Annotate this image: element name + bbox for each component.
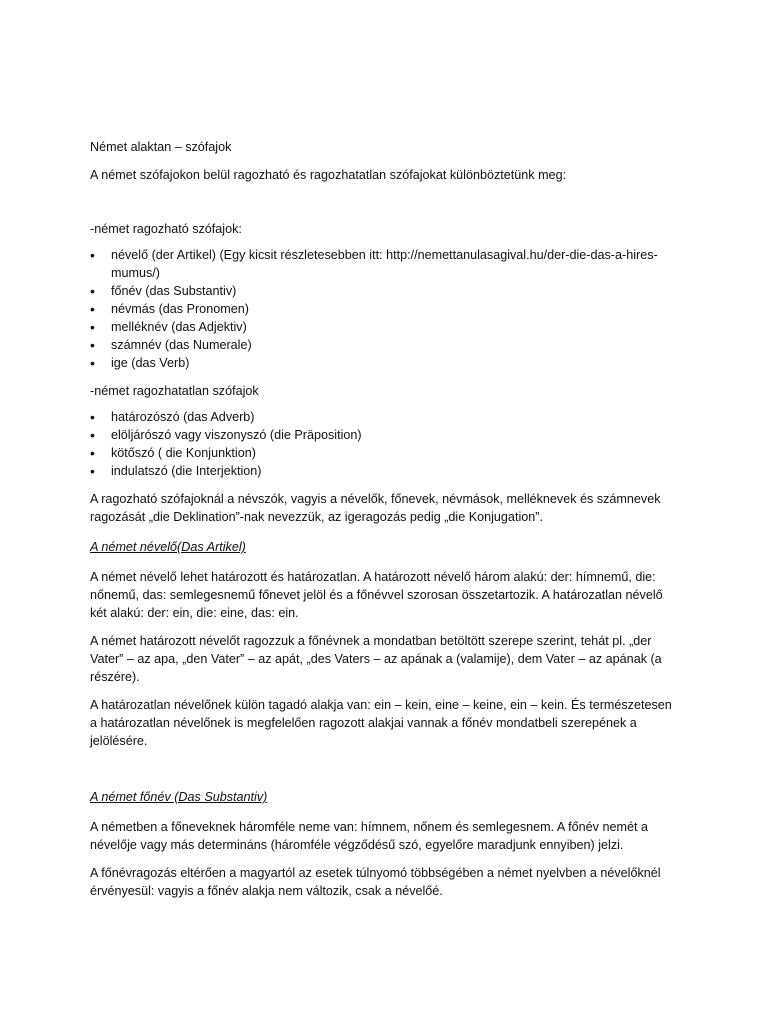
list-item-text: névelő (der Artikel) (Egy kicsit részletesebben itt: http://nemettanulasagival.hu/der-die-das-a-hires-mumus/) (111, 248, 658, 280)
list-item (90, 426, 680, 444)
list-item (90, 336, 680, 354)
list-item (90, 318, 680, 336)
list-item-text: számnév (das Numerale) (111, 338, 252, 352)
list-item (90, 246, 680, 282)
intro-paragraph: A német szófajokon belül ragozható és ragozhatatlan szófajokat különböztetünk meg: (90, 168, 567, 182)
article-section-heading: A német névelő(Das Artikel) (90, 540, 246, 554)
article-paragraph-2: A német határozott névelőt ragozzuk a főnévnek a mondatban betöltött szerepe szerint, tehát pl. „der Vater” – az apa, „den Vater” – az apát, „des Vaters – az apának a (valamije), dem Vater – az apának (a részére). (90, 634, 662, 684)
list-item (90, 282, 680, 300)
list-item (90, 408, 680, 426)
list-item-text: névmás (das Pronomen) (111, 302, 249, 316)
list-item (90, 462, 680, 480)
list-item-text: indulatszó (die Interjektion) (111, 464, 262, 478)
uninflectable-list (90, 408, 680, 480)
list-item-text: ige (das Verb) (111, 356, 190, 370)
list-item (90, 444, 680, 462)
list-item-text: főnév (das Substantiv) (111, 284, 237, 298)
noun-section-heading: A német főnév (Das Substantiv) (90, 790, 268, 804)
list-item (90, 300, 680, 318)
uninflectable-heading: -német ragozhatatlan szófajok (90, 384, 259, 398)
list-item-text: elöljárószó vagy viszonyszó (die Präposition) (111, 428, 362, 442)
noun-paragraph-1: A németben a főneveknek háromféle neme van: hímnem, nőnem és semlegesnem. A főnév nemét a névelője vagy más determináns (háromféle végződésű szó, egyelőre maradjunk ennyiben) jelzi. (90, 820, 648, 852)
article-paragraph-3: A határozatlan névelőnek külön tagadó alakja van: ein – kein, eine – keine, ein – kein. És természetesen a határozatlan névelőnek is megfelelően ragozott alakjai vannak a főnév mondatbeli szerepének a jelölésére. (90, 698, 672, 748)
list-item-text: kötőszó ( die Konjunktion) (111, 446, 256, 460)
inflectable-list (90, 246, 680, 372)
document-title: Német alaktan – szófajok (90, 140, 232, 154)
list-item (90, 354, 680, 372)
inflectable-heading: -német ragozható szófajok: (90, 222, 242, 236)
document-page (90, 138, 680, 900)
list-item-text: melléknév (das Adjektiv) (111, 320, 247, 334)
declension-paragraph: A ragozható szófajoknál a névszók, vagyis a névelők, főnevek, névmások, melléknevek és számnevek ragozását „die Deklination”-nak nevezzük, az igeragozás pedig „die Konjugation”. (90, 492, 661, 524)
article-paragraph-1: A német névelő lehet határozott és határozatlan. A határozott névelő három alakú: der: hímnemű, die: nőnemű, das: semlegesnemű főnevet jelöl és a főnévvel szorosan összetartozik. A határozatlan névelő két alakú: der: ein, die: eine, das: ein. (90, 570, 663, 620)
list-item-text: határozószó (das Adverb) (111, 410, 255, 424)
noun-paragraph-2: A főnévragozás eltérően a magyartól az esetek túlnyomó többségében a német nyelvben a névelőknél érvényesül: vagyis a főnév alakja nem változik, csak a névelőé. (90, 866, 661, 898)
